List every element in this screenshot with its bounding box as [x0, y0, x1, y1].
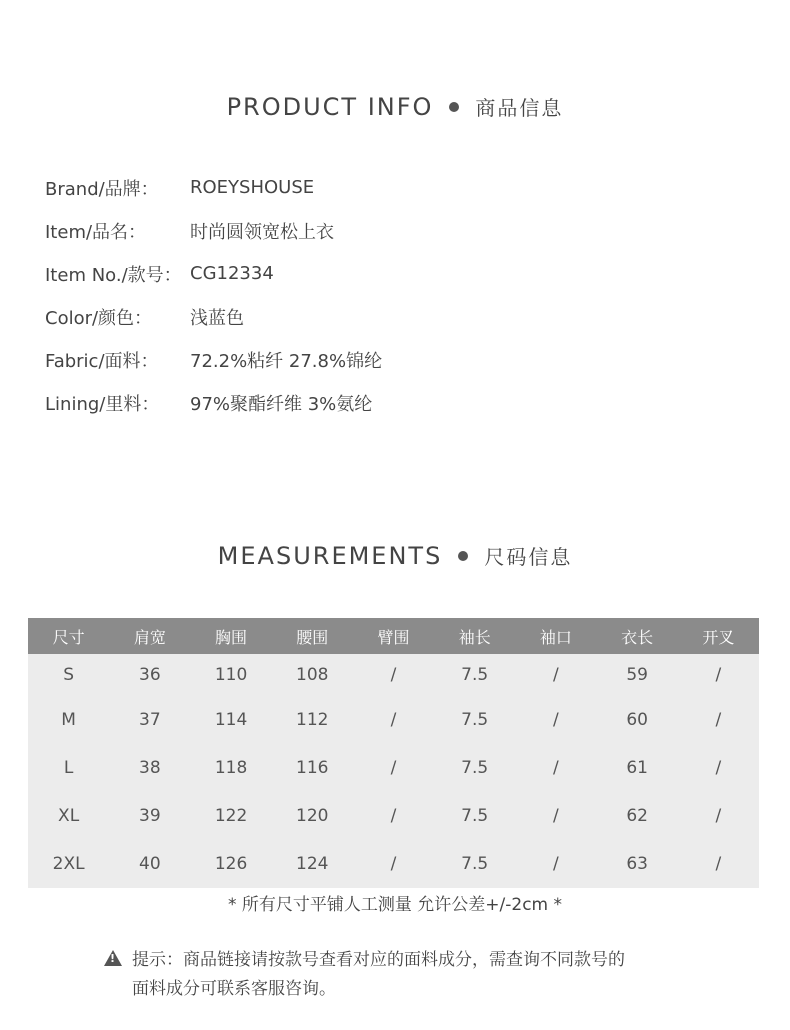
table-cell: / — [715, 710, 722, 730]
table-cell: 39 — [139, 806, 161, 826]
table-cell: L — [63, 758, 74, 778]
measurements-title-en: MEASUREMENTS — [217, 541, 443, 570]
table-cell: 60 — [626, 710, 648, 730]
tip-line-1: 提示：商品链接请按款号查看对应的面料成分，需查询不同款号的 — [132, 950, 625, 970]
info-value: 72.2%粘纤 27.8%锦纶 — [190, 350, 383, 372]
info-value: CG12334 — [190, 263, 274, 284]
table-cell: / — [553, 854, 559, 874]
table-row — [28, 696, 759, 744]
table-row — [28, 792, 759, 840]
info-label: Color/颜色： — [45, 307, 153, 329]
table-cell: / — [553, 665, 559, 685]
column-header: 肩宽 — [133, 627, 166, 647]
table-header-row — [28, 618, 759, 654]
table-cell: / — [390, 710, 397, 730]
table-cell: XL — [58, 806, 80, 826]
table-cell: / — [553, 758, 559, 778]
table-cell: 2XL — [52, 854, 85, 874]
table-row — [28, 744, 759, 792]
table-cell: / — [390, 806, 397, 826]
table-cell: 122 — [214, 806, 248, 826]
table-cell: 110 — [214, 665, 248, 685]
table-cell: / — [715, 665, 722, 685]
table-cell: 7.5 — [461, 854, 489, 874]
bullet-dot-icon — [449, 102, 459, 112]
info-value: ROEYSHOUSE — [190, 177, 315, 198]
table-cell: 7.5 — [461, 665, 489, 685]
table-cell: / — [715, 806, 722, 826]
table-cell: 120 — [296, 806, 329, 826]
table-cell: 126 — [214, 854, 248, 874]
table-cell: / — [390, 758, 397, 778]
table-cell: 108 — [296, 665, 329, 685]
table-cell: 7.5 — [461, 758, 489, 778]
size-table — [28, 618, 759, 888]
product-info-title-en: PRODUCT INFO — [226, 92, 434, 121]
info-row-item — [45, 209, 382, 252]
table-cell: / — [553, 806, 559, 826]
product-info-list — [45, 166, 382, 424]
info-label: Lining/里料： — [45, 393, 160, 415]
info-row-color — [45, 295, 382, 338]
table-cell: 36 — [139, 665, 161, 685]
column-header: 臂围 — [377, 627, 410, 647]
measurements-title — [0, 541, 790, 570]
info-label: Item/品名： — [45, 221, 147, 243]
table-row — [28, 654, 759, 696]
table-cell: 61 — [626, 758, 648, 778]
table-cell: 116 — [296, 758, 329, 778]
info-value: 浅蓝色 — [190, 307, 244, 329]
table-cell: / — [390, 854, 397, 874]
size-table-container — [28, 618, 759, 888]
table-cell: S — [63, 665, 74, 685]
table-cell: 7.5 — [461, 806, 489, 826]
info-row-fabric — [45, 338, 382, 381]
table-cell: / — [715, 854, 722, 874]
info-row-item-no — [45, 252, 382, 295]
table-cell: 114 — [214, 710, 248, 730]
bullet-dot-icon — [458, 551, 468, 561]
product-info-title — [0, 92, 790, 121]
tip-block — [104, 946, 704, 1004]
measurement-note: * 所有尺寸平铺人工测量 允许公差+/-2cm * — [227, 895, 563, 915]
table-cell: 63 — [626, 854, 648, 874]
table-cell: 59 — [626, 665, 648, 685]
table-cell: 7.5 — [461, 710, 489, 730]
product-info-title-cn: 商品信息 — [475, 96, 564, 120]
info-label: Item No./款号： — [45, 264, 182, 286]
info-row-brand — [45, 166, 382, 209]
table-cell: 40 — [139, 854, 161, 874]
table-cell: 112 — [296, 710, 329, 730]
table-cell: 118 — [214, 758, 248, 778]
table-cell: 62 — [626, 806, 648, 826]
info-row-lining — [45, 381, 382, 424]
tip-line-2: 面料成分可联系客服咨询。 — [132, 979, 336, 999]
column-header: 衣长 — [621, 627, 654, 647]
table-row — [28, 840, 759, 888]
info-label: Fabric/面料： — [45, 350, 159, 372]
column-header: 袖长 — [458, 627, 491, 647]
warning-icon — [104, 950, 122, 966]
table-cell: 37 — [139, 710, 161, 730]
column-header: 腰围 — [296, 627, 329, 647]
column-header: 袖口 — [539, 627, 572, 647]
table-cell: / — [390, 665, 397, 685]
table-cell: / — [715, 758, 722, 778]
measurements-title-cn: 尺码信息 — [484, 545, 573, 569]
table-cell: 124 — [296, 854, 329, 874]
column-header: 尺寸 — [52, 627, 85, 647]
info-label: Brand/品牌： — [45, 178, 159, 200]
table-cell: / — [553, 710, 559, 730]
table-cell: 38 — [139, 758, 161, 778]
info-value: 97%聚酯纤维 3%氨纶 — [190, 393, 373, 415]
column-header: 胸围 — [215, 627, 248, 647]
info-value: 时尚圆领宽松上衣 — [190, 221, 334, 243]
table-cell: M — [61, 710, 76, 730]
column-header: 开叉 — [702, 627, 735, 647]
